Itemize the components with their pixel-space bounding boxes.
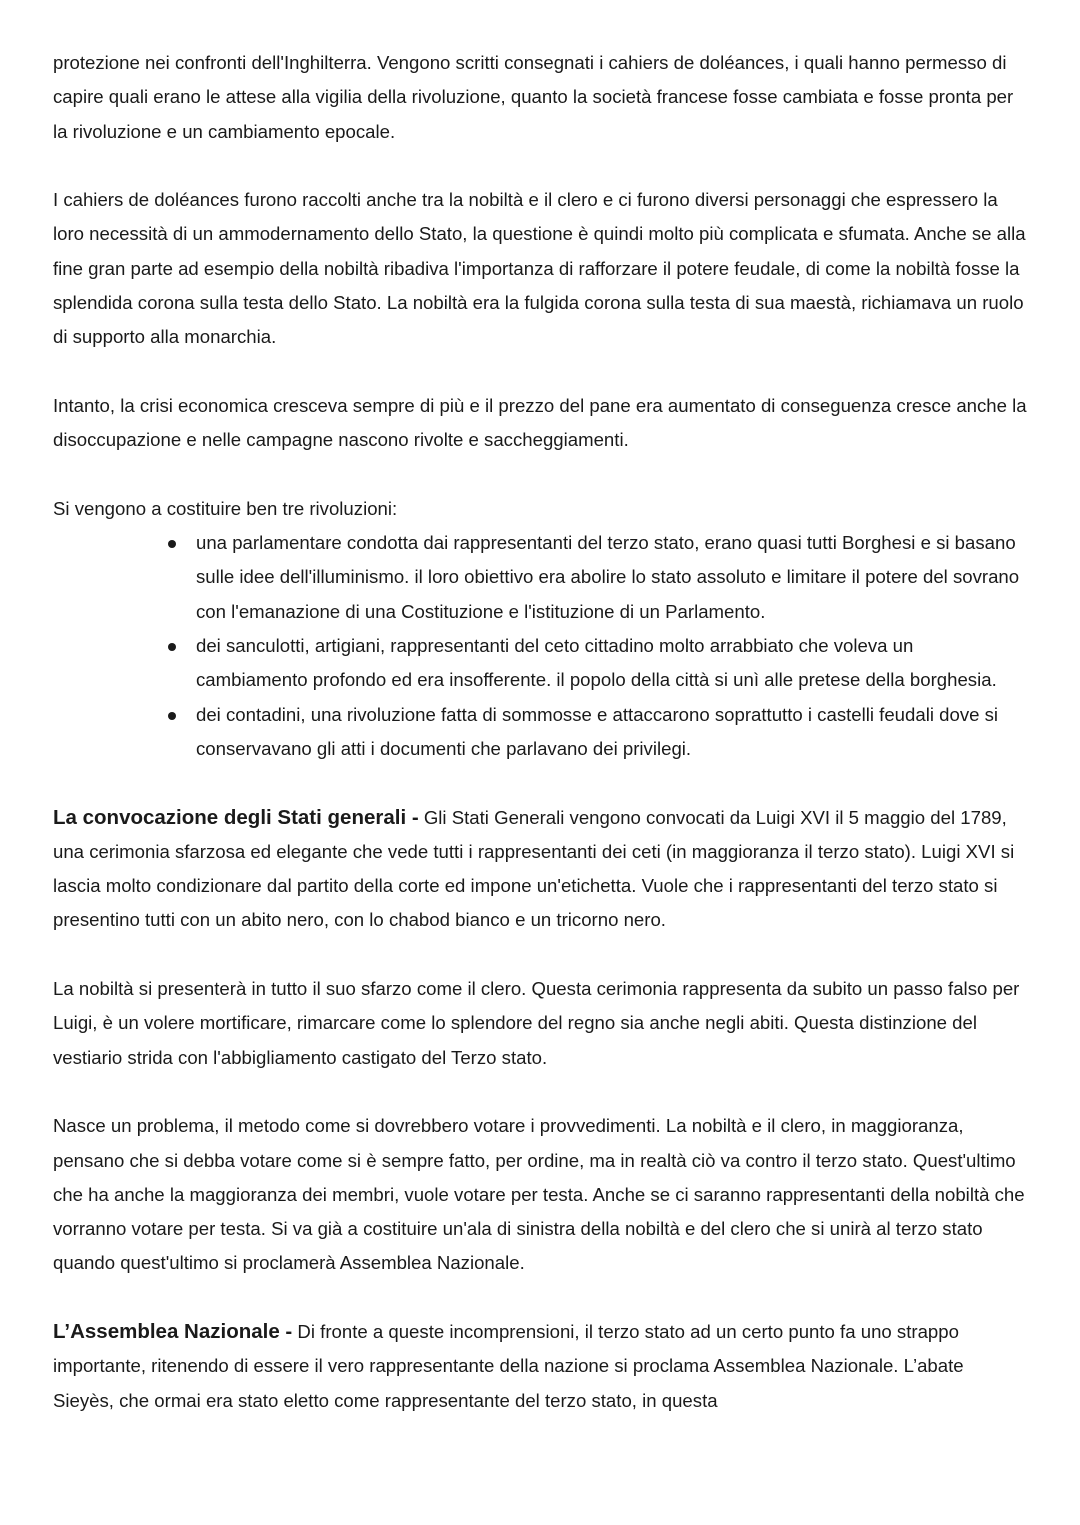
paragraph-assemblea-nazionale: [53, 1315, 1028, 1418]
section-heading-stati-generali: La convocazione degli Stati generali -: [53, 805, 419, 829]
list-item: [196, 526, 1028, 629]
bullet-icon: [168, 643, 176, 651]
list-item-text: dei sanculotti, artigiani, rappresentanti del ceto cittadino molto arrabbiato che voleva un cambiamento profondo ed era insofferente. il popolo della città si unì alle pretese della borghesia.: [196, 635, 997, 691]
list-item-text: una parlamentare condotta dai rappresentanti del terzo stato, erano quasi tutti Borghesi e si basano sulle idee dell'illuminismo. il loro obiettivo era abolire lo stato assoluto e limitare il potere del sovrano con l'emanazione di una Costituzione e l'istituzione di un Parlamento.: [196, 532, 1020, 622]
paragraph-cahiers-nobility: I cahiers de doléances furono raccolti anche tra la nobiltà e il clero e ci furono diversi personaggi che espressero la loro necessità di un ammodernamento dello Stato, la questione è quindi molto più complicata e sfumata. Anche se alla fine gran parte ad esempio della nobiltà ribadiva l'importanza di rafforzare il potere feudale, di come la nobiltà fosse la splendida corona sulla testa dello Stato. La nobiltà era la fulgida corona sulla testa di sua maestà, richiamava un ruolo di supporto alla monarchia.: [53, 189, 1026, 348]
paragraph-voting-problem: Nasce un problema, il metodo come si dovrebbero votare i provvedimenti. La nobiltà e il clero, in maggioranza, pensano che si debba votare come si è sempre fatto, per ordine, ma in realtà ciò va contro il terzo stato. Quest'ultimo che ha anche la maggioranza dei membri, vuole votare per testa. Anche se ci saranno rappresentanti della nobiltà che vorranno votare per testa. Si va già a costituire un'ala di sinistra della nobiltà e del clero che si unirà al terzo stato quando quest'ultimo si proclamerà Assemblea Nazionale.: [53, 1115, 1025, 1274]
paragraph-cahiers-intro: protezione nei confronti dell'Inghilterra. Vengono scritti consegnati i cahiers de doléances, i quali hanno permesso di capire quali erano le attese alla vigilia della rivoluzione, quanto la società francese fosse cambiata e fosse pronta per la rivoluzione e un cambiamento epocale.: [53, 52, 1014, 142]
list-item-text: dei contadini, una rivoluzione fatta di sommosse e attaccarono soprattutto i castelli feudali dove si conservavano gli atti i documenti che parlavano dei privilegi.: [196, 703, 999, 759]
section-heading-assemblea-nazionale: L’Assemblea Nazionale -: [53, 1319, 293, 1343]
list-item: [196, 698, 1028, 767]
document-page: [53, 46, 1028, 1452]
list-item: [196, 629, 1028, 698]
section-text-assemblea-nazionale: Di fronte a queste incomprensioni, il terzo stato ad un certo punto fa uno strappo importante, ritenendo di essere il vero rappresentante della nazione si proclama Assemblea Nazionale. L’abate Sieyès, che ormai era stato eletto come rappresentante del terzo stato, in questa: [53, 1320, 964, 1411]
paragraph-three-revolutions-intro: Si vengono a costituire ben tre rivoluzioni:: [53, 497, 398, 519]
paragraph-ceremony: La nobiltà si presenterà in tutto il suo sfarzo come il clero. Questa cerimonia rappresenta da subito un passo falso per Luigi, è un volere mortificare, rimarcare come lo splendore del regno sia anche negli abiti. Questa distinzione del vestiario strida con l'abbigliamento castigato del Terzo stato.: [53, 978, 1020, 1068]
paragraph-economic-crisis: Intanto, la crisi economica cresceva sempre di più e il prezzo del pane era aumentato di conseguenza cresce anche la disoccupazione e nelle campagne nascono rivolte e saccheggiamenti.: [53, 394, 1027, 451]
bullet-icon: [168, 712, 176, 720]
section-text-stati-generali: Gli Stati Generali vengono convocati da Luigi XVI il 5 maggio del 1789, una cerimonia sfarzosa ed elegante che vede tutti i rappresentanti dei ceti (in maggioranza il terzo stato). Luigi XVI si lascia molto condizionare dal partito della corte ed impone un'etichetta. Vuole che i rappresentanti del terzo stato si presentino tutti con un abito nero, con lo chabod bianco e un tricorno nero.: [53, 806, 1015, 931]
bullet-icon: [168, 540, 176, 548]
revolutions-list: [53, 526, 1028, 766]
paragraph-stati-generali: [53, 801, 1028, 938]
